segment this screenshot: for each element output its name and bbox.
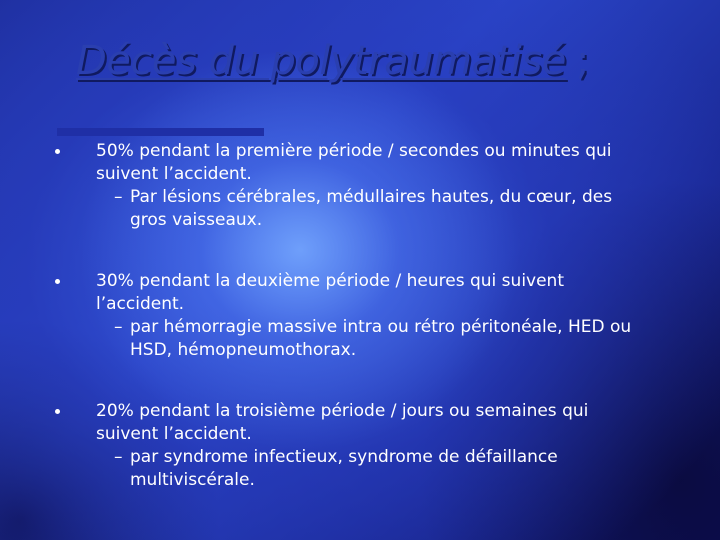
slide-title — [76, 38, 589, 84]
sub-bullet-dash: – — [114, 317, 123, 337]
sub-bullet-dash: – — [114, 187, 123, 207]
sub-bullet-text: Par lésions cérébrales, médullaires hautes, du cœur, des gros vaisseaux. — [130, 187, 613, 230]
bullet-dot-icon — [55, 279, 60, 284]
sub-bullet-dash: – — [114, 447, 123, 467]
bullet-item — [50, 400, 650, 492]
bullet-text: 50% pendant la première période / secondes ou minutes qui suivent l’accident. — [96, 141, 612, 184]
sub-bullet — [96, 446, 650, 492]
sub-bullet-text: par syndrome infectieux, syndrome de défaillance multiviscérale. — [130, 447, 558, 490]
bullet-item — [50, 140, 650, 232]
bullet-list — [50, 140, 650, 492]
sub-bullet — [96, 186, 650, 232]
bullet-text: 20% pendant la troisième période / jours ou semaines qui suivent l’accident. — [96, 401, 589, 444]
sub-bullet — [96, 316, 650, 362]
bullet-dot-icon — [55, 149, 60, 154]
bullet-text: 30% pendant la deuxième période / heures qui suivent l’accident. — [96, 271, 564, 314]
title-suffix: ; — [575, 38, 589, 84]
sub-bullet-text: par hémorragie massive intra ou rétro péritonéale, HED ou HSD, hémopneumothorax. — [130, 317, 632, 360]
title-accent-bar — [57, 128, 264, 136]
bullet-dot-icon — [55, 409, 60, 414]
title-text: Décès du polytraumatisé — [76, 38, 566, 84]
bullet-item — [50, 270, 650, 362]
